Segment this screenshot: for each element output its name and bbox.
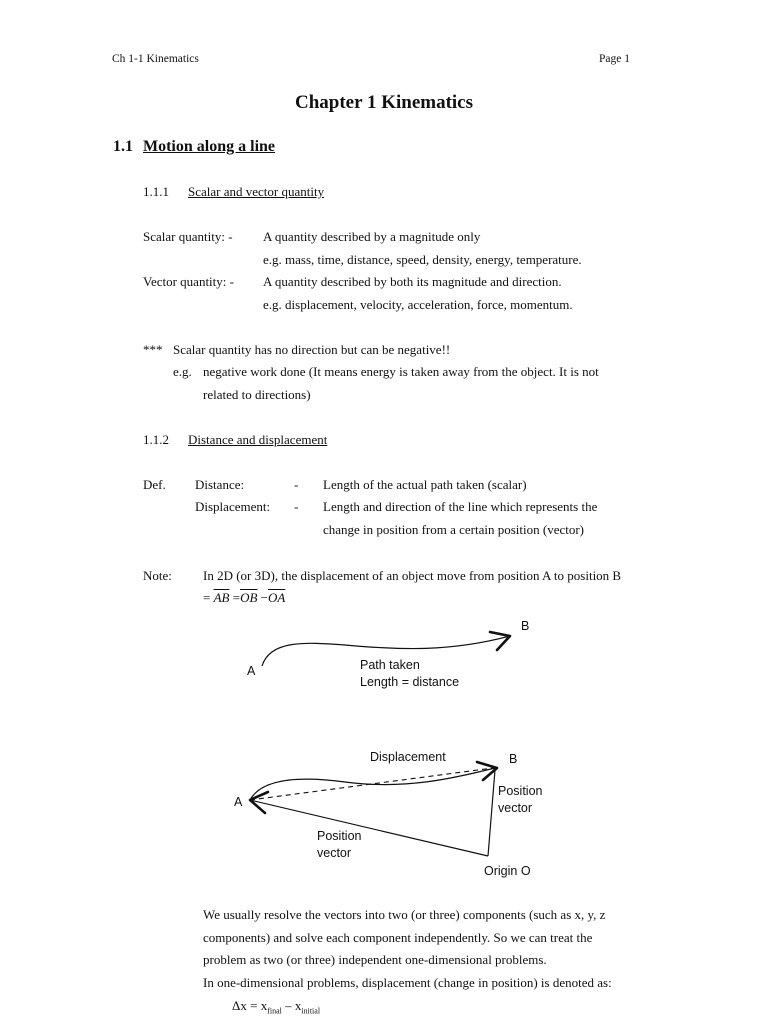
path-caption: Path taken bbox=[360, 658, 420, 672]
equation-lhs: Δx = x bbox=[232, 998, 268, 1013]
vector-ob: $\overline{OB}$ bbox=[240, 590, 258, 605]
equation-equals: = bbox=[203, 590, 211, 605]
note-stars: *** bbox=[143, 342, 163, 357]
equation-minus-x: – x bbox=[281, 998, 302, 1013]
section-number: 1.1 bbox=[113, 138, 133, 155]
displacement-term: Displacement: bbox=[195, 499, 271, 514]
page-number: Page 1 bbox=[599, 53, 630, 65]
origin-label: Origin O bbox=[484, 864, 531, 878]
page-header-chapter: Ch 1-1 Kinematics bbox=[112, 53, 199, 65]
vector-examples: e.g. displacement, velocity, acceleration, force, momentum. bbox=[263, 297, 573, 312]
note-eg-line1: negative work done (It means energy is taken away from the object. It is not bbox=[203, 364, 599, 379]
vector-oa: $\overline{OA}$ bbox=[268, 590, 286, 605]
displacement-definition-2: change in position from a certain position (vector) bbox=[323, 522, 585, 537]
equation-equals-2: = bbox=[232, 590, 241, 605]
def-label: Def. bbox=[143, 477, 166, 492]
displacement-dash: - bbox=[294, 499, 299, 514]
subsection-number: 1.1.1 bbox=[143, 184, 169, 199]
vector-definition: A quantity described by both its magnitude and direction. bbox=[263, 274, 562, 289]
note-scalar-text: Scalar quantity has no direction but can be negative!! bbox=[173, 342, 451, 357]
displacement-label: Displacement bbox=[370, 750, 446, 764]
position-vector-b-label-2: vector bbox=[498, 801, 533, 815]
delta-x-equation bbox=[232, 998, 320, 1016]
position-vector-a-label-1: Position bbox=[317, 829, 362, 843]
equation-minus: − bbox=[260, 590, 269, 605]
diagram2-point-a: A bbox=[234, 795, 243, 809]
section-title: Motion along a line bbox=[143, 138, 276, 155]
chapter-title: Chapter 1 Kinematics bbox=[294, 92, 474, 113]
length-caption: Length = distance bbox=[360, 675, 460, 689]
paragraph-line-1: We usually resolve the vectors into two (or three) components (such as x, y, z bbox=[203, 907, 606, 922]
scalar-label: Scalar quantity: - bbox=[143, 229, 233, 244]
diagram2-point-b: B bbox=[509, 752, 518, 766]
scalar-examples: e.g. mass, time, distance, speed, density, energy, temperature. bbox=[263, 252, 582, 267]
scalar-definition: A quantity described by a magnitude only bbox=[263, 229, 481, 244]
note-label: Note: bbox=[143, 568, 172, 583]
position-vector-a-label-2: vector bbox=[317, 846, 352, 860]
position-vector-b-line bbox=[488, 770, 495, 856]
displacement-definition-1: Length and direction of the line which represents the bbox=[323, 499, 598, 514]
vector-ab: $\overline{AB}$ bbox=[213, 590, 230, 605]
note-text: In 2D (or 3D), the displacement of an object move from position A to position B bbox=[203, 568, 622, 583]
paragraph-line-4: In one-dimensional problems, displacement (change in position) is denoted as: bbox=[203, 975, 612, 990]
diagram1-point-b: B bbox=[521, 619, 530, 633]
position-vector-a-line bbox=[250, 800, 488, 856]
vector-label: Vector quantity: - bbox=[143, 274, 234, 289]
subscript-final: final bbox=[267, 1006, 282, 1016]
paragraph-line-2: components) and solve each component independently. So we can treat the bbox=[203, 930, 593, 945]
distance-definition: Length of the actual path taken (scalar) bbox=[323, 477, 527, 492]
note-eg-label: e.g. bbox=[173, 364, 192, 379]
subsection-title: Distance and displacement bbox=[188, 432, 328, 447]
distance-term: Distance: bbox=[195, 477, 245, 492]
subscript-initial: initial bbox=[301, 1006, 321, 1016]
distance-dash: - bbox=[294, 477, 299, 492]
position-vector-b-label-1: Position bbox=[498, 784, 543, 798]
note-eg-line2: related to directions) bbox=[203, 387, 311, 402]
subsection-number: 1.1.2 bbox=[143, 432, 169, 447]
paragraph-line-3: problem as two (or three) independent one-dimensional problems. bbox=[203, 952, 547, 967]
diagram1-point-a: A bbox=[247, 664, 256, 678]
subsection-title: Scalar and vector quantity bbox=[188, 184, 325, 199]
